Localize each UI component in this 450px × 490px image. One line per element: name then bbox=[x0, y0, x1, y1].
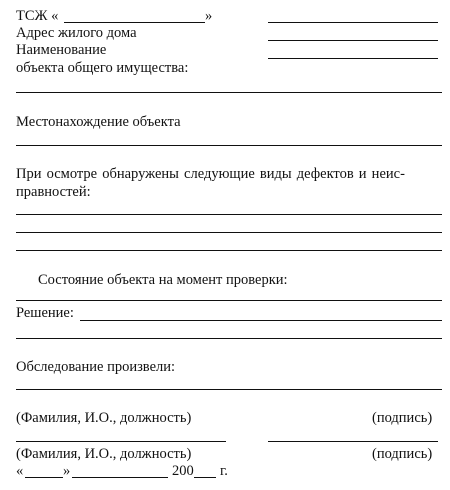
address-blank bbox=[268, 40, 438, 41]
address-label: Адрес жилого дома bbox=[16, 25, 137, 41]
signature-name-blank-2 bbox=[16, 441, 226, 442]
date-year-blank bbox=[194, 477, 216, 478]
date-year-suffix: г. bbox=[220, 463, 228, 479]
decision-label: Решение: bbox=[16, 305, 74, 321]
defects-text-line1: При осмотре обнаружены следующие виды дефектов и неис- bbox=[16, 166, 405, 182]
date-day-blank bbox=[25, 477, 63, 478]
decision-blank-line bbox=[16, 338, 442, 339]
decision-blank-inline bbox=[80, 320, 442, 321]
condition-blank-line bbox=[16, 300, 442, 301]
signature-sign-label-1: (подпись) bbox=[372, 410, 433, 426]
hoa-suffix: » bbox=[205, 8, 213, 24]
inspectors-label: Обследование произвели: bbox=[16, 359, 176, 375]
date-month-blank bbox=[72, 477, 168, 478]
object-blank-line bbox=[16, 92, 442, 93]
date-close-quote: » bbox=[63, 463, 71, 479]
hoa-name-blank bbox=[64, 22, 205, 23]
object-name-blank bbox=[268, 58, 438, 59]
object-label-line2: объекта общего имущества: bbox=[16, 60, 189, 76]
condition-label: Состояние объекта на момент проверки: bbox=[38, 272, 288, 288]
date-open-quote: « bbox=[16, 463, 24, 479]
location-label: Местонахождение объекта bbox=[16, 114, 181, 130]
defects-blank-line-3 bbox=[16, 250, 442, 251]
signature-name-label-1: (Фамилия, И.О., должность) bbox=[16, 410, 192, 426]
defects-blank-line-1 bbox=[16, 214, 442, 215]
location-blank-line bbox=[16, 145, 442, 146]
signature-sign-blank-2 bbox=[268, 441, 438, 442]
hoa-prefix: ТСЖ « bbox=[16, 8, 59, 24]
object-label-line1: Наименование bbox=[16, 42, 107, 58]
signature-name-label-2: (Фамилия, И.О., должность) bbox=[16, 446, 192, 462]
defects-text-line2: правностей: bbox=[16, 184, 91, 200]
hoa-field-blank bbox=[268, 22, 438, 23]
defects-blank-line-2 bbox=[16, 232, 442, 233]
date-year-prefix: 200 bbox=[172, 463, 194, 479]
inspectors-blank-line bbox=[16, 389, 442, 390]
signature-sign-label-2: (подпись) bbox=[372, 446, 433, 462]
